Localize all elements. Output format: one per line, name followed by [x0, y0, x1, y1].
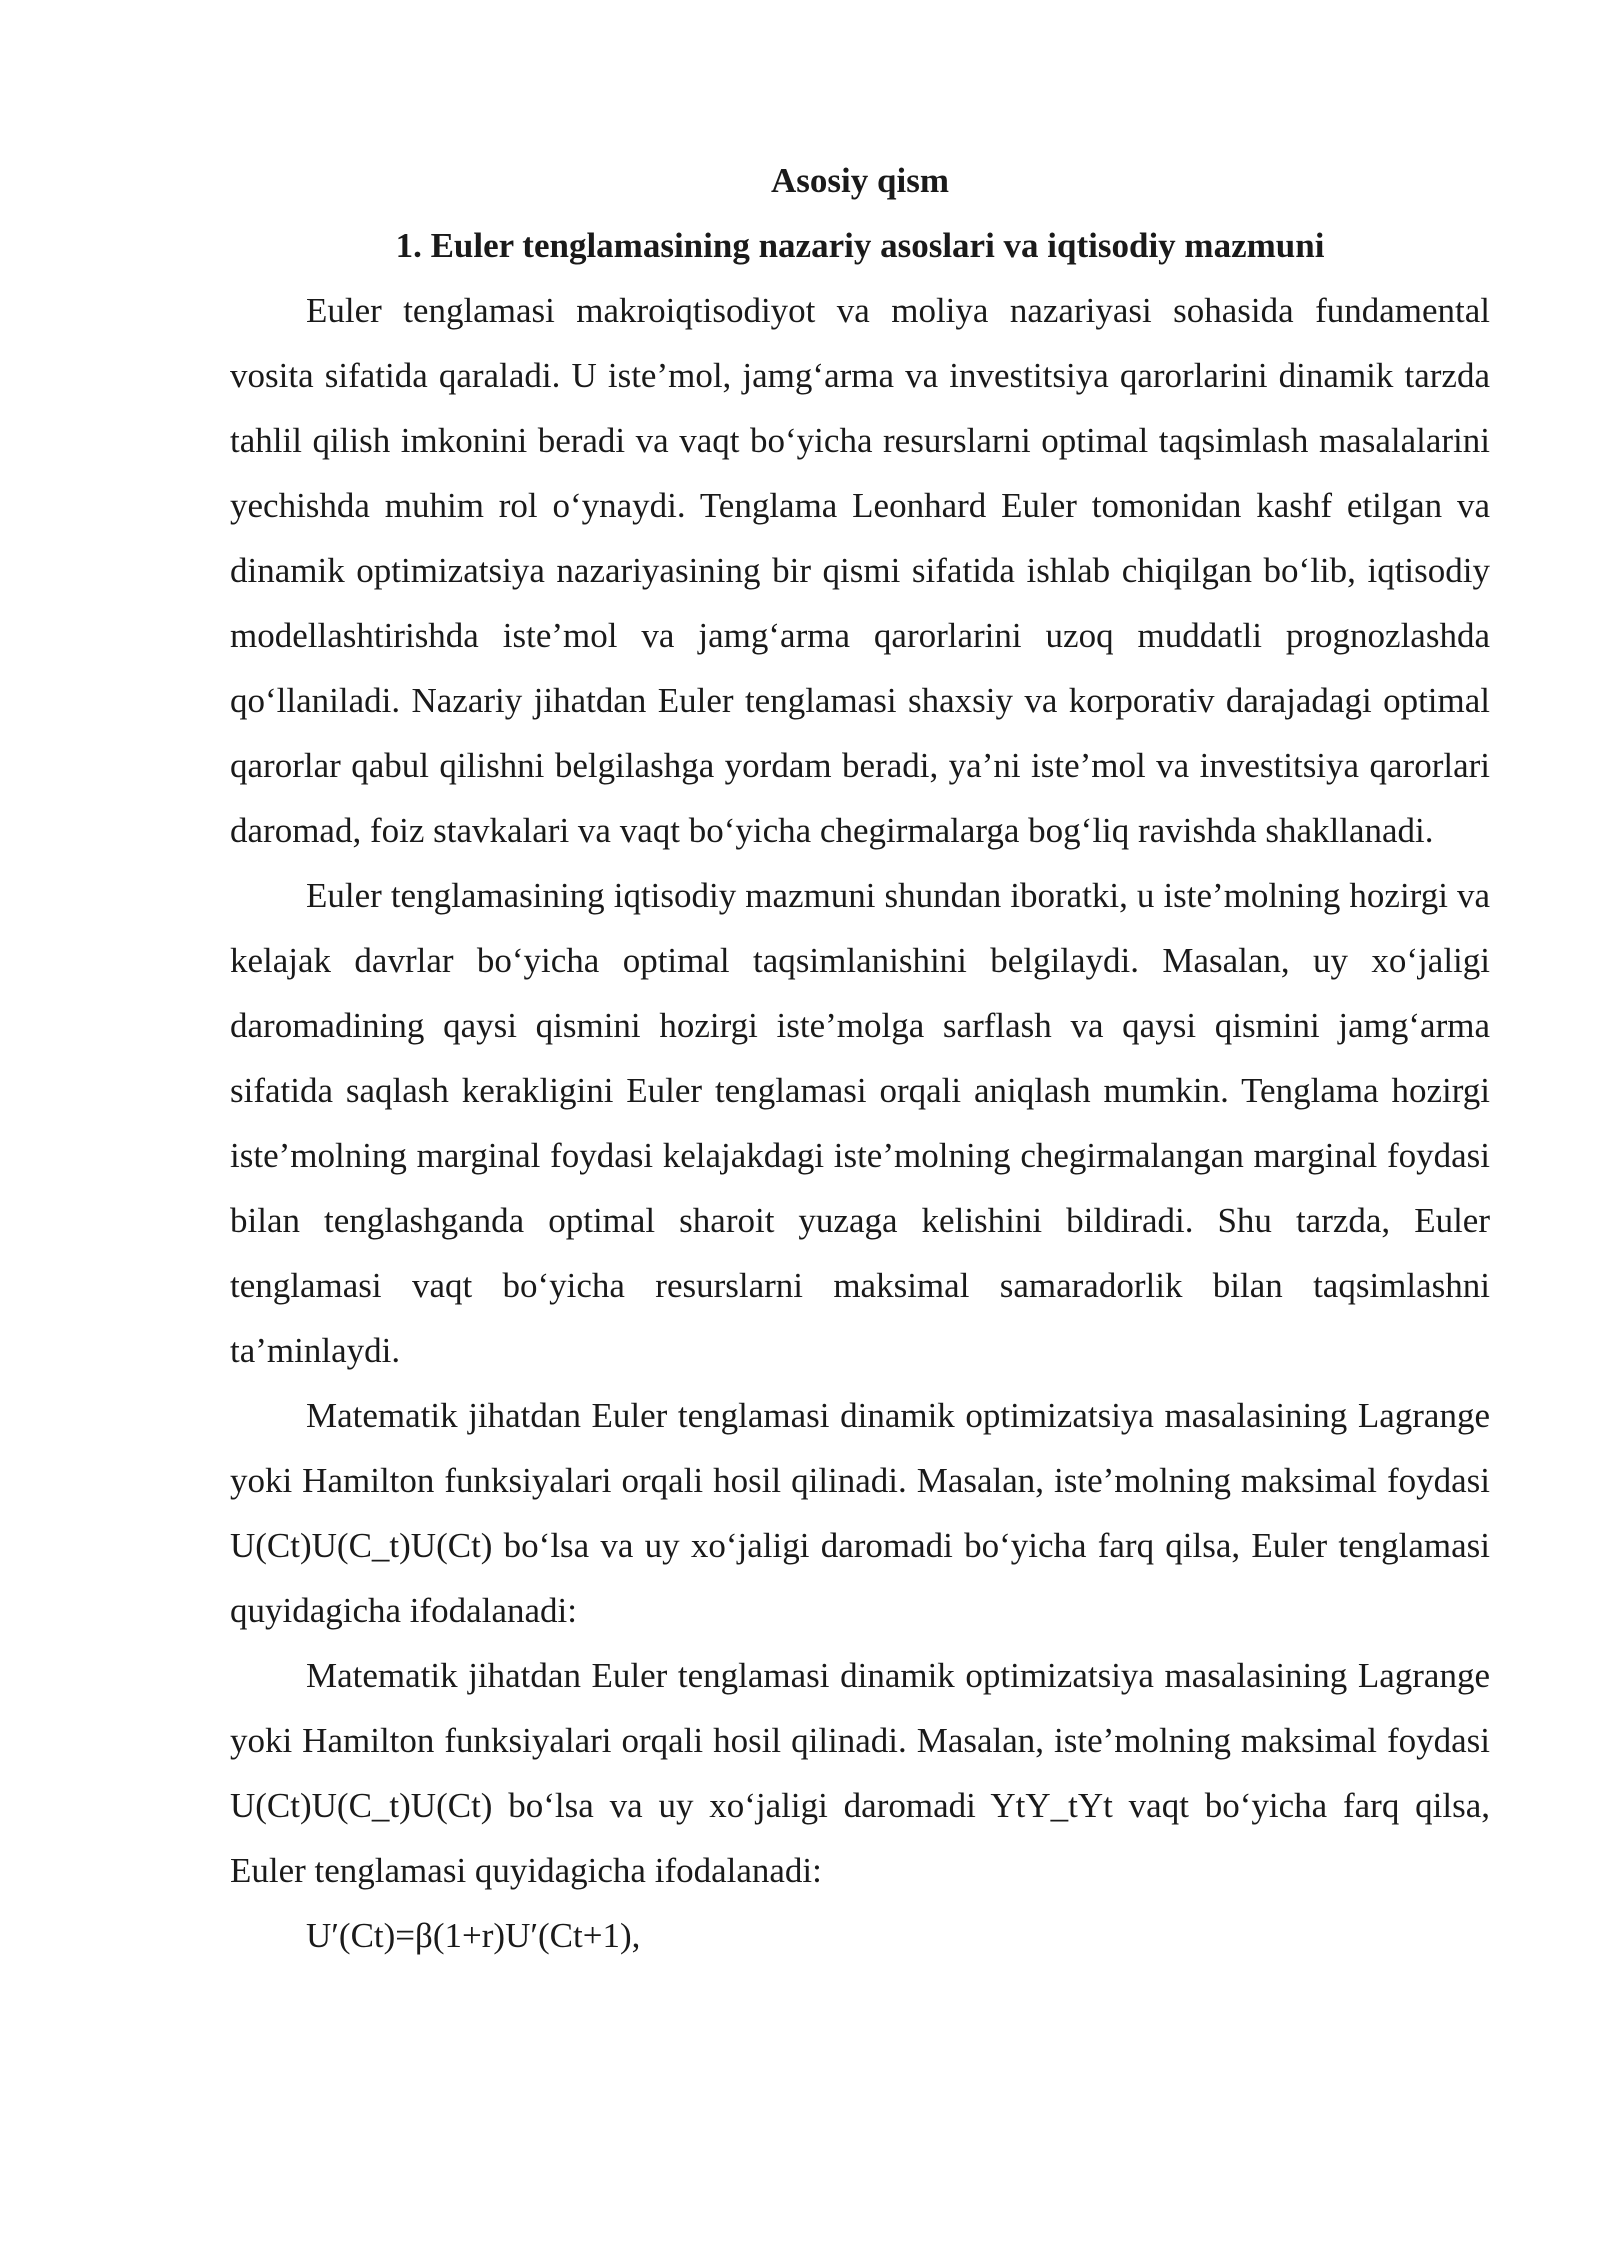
paragraph-3: Matematik jihatdan Euler tenglamasi dinamik optimizatsiya masalasining Lagrange yoki Hamilton funksiyalari orqali hosil qilinadi. Masalan, iste’molning maksimal foydasi U(Ct)U(C_t)U(Ct) bo‘lsa va uy xo‘jaligi daromadi bo‘yicha farq qilsa, Euler tenglamasi quyidagicha ifodalanadi: [230, 1396, 1490, 1630]
paragraph-2: Euler tenglamasining iqtisodiy mazmuni shundan iboratki, u iste’molning hozirgi va kelajak davrlar bo‘yicha optimal taqsimlanishini belgilaydi. Masalan, uy xo‘jaligi daromadining qaysi qismini hozirgi iste’molga sarflash va qaysi qismini jamg‘arma sifatida saqlash kerakligini Euler tenglamasi orqali aniqlash mumkin. Tenglama hozirgi iste’molning marginal foydasi kelajakdagi iste’molning chegirmalangan marginal foydasi bilan tenglashganda optimal sharoit yuzaga kelishini bildiradi. Shu tarzda, Euler tenglamasi vaqt bo‘yicha resurslarni maksimal samaradorlik bilan taqsimlashni ta’minlaydi. [230, 876, 1490, 1370]
document-page [230, 148, 1490, 1968]
paragraph-1: Euler tenglamasi makroiqtisodiyot va moliya nazariyasi sohasida fundamental vosita sifatida qaraladi. U iste’mol, jamg‘arma va investitsiya qarorlarini dinamik tarzda tahlil qilish imkonini beradi va vaqt bo‘yicha resurslarni optimal taqsimlash masalalarini yechishda muhim rol o‘ynaydi. Tenglama Leonhard Euler tomonidan kashf etilgan va dinamik optimizatsiya nazariyasining bir qismi sifatida ishlab chiqilgan bo‘lib, iqtisodiy modellashtirishda iste’mol va jamg‘arma qarorlarini uzoq muddatli prognozlashda qo‘llaniladi. Nazariy jihatdan Euler tenglamasi shaxsiy va korporativ darajadagi optimal qarorlar qabul qilishni belgilashga yordam beradi, ya’ni iste’mol va investitsiya qarorlari daromad, foiz stavkalari va vaqt bo‘yicha chegirmalarga bog‘liq ravishda shakllanadi. [230, 291, 1490, 850]
section-title: Asosiy qism [771, 161, 949, 200]
euler-formula: U′(Ct)=β(1+r)U′(Ct+1), [306, 1916, 641, 1955]
subsection-title: 1. Euler tenglamasining nazariy asoslari va iqtisodiy mazmuni [395, 226, 1325, 265]
paragraph-4: Matematik jihatdan Euler tenglamasi dinamik optimizatsiya masalasining Lagrange yoki Hamilton funksiyalari orqali hosil qilinadi. Masalan, iste’molning maksimal foydasi U(Ct)U(C_t)U(Ct) bo‘lsa va uy xo‘jaligi daromadi YtY_tYt vaqt bo‘yicha farq qilsa, Euler tenglamasi quyidagicha ifodalanadi: [230, 1656, 1490, 1890]
